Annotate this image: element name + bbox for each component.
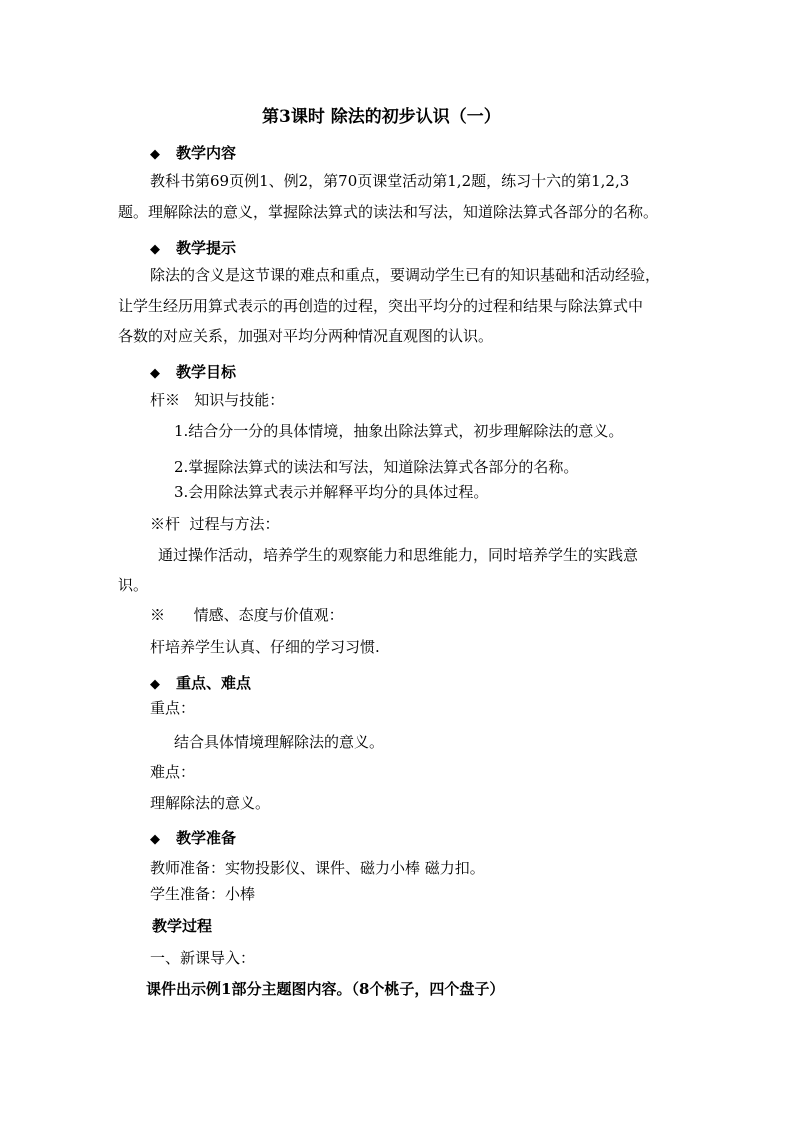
section-heading-label: 教学内容 [176, 144, 237, 162]
section-heading-hints [150, 238, 236, 260]
section-heading-label: 重点、难点 [176, 674, 252, 692]
knowledge-item-2: 2.掌握除法算式的读法和写法，知道除法算式各部分的名称。 [174, 458, 579, 476]
diamond-bullet-icon: ◆ [150, 677, 160, 692]
content-line-2: 题。理解除法的意义，掌握除法算式的读法和写法，知道除法算式各部分的名称。 [118, 203, 659, 221]
emotion-text: 杆培养学生认真、仔细的学习习惯. [150, 638, 380, 656]
section-heading-key-points [150, 673, 251, 695]
diamond-bullet-icon: ◆ [150, 366, 160, 381]
hints-line-3: 各数的对应关系，加强对平均分两种情况直观图的认识。 [118, 327, 494, 345]
emotion-label: ※ 情感、态度与价值观： [150, 606, 344, 624]
process-line-1: 通过操作活动，培养学生的观察能力和思维能力，同时培养学生的实践意 [158, 546, 639, 564]
knowledge-item-1: 1.结合分一分的具体情境，抽象出除法算式，初步理解除法的意义。 [174, 422, 624, 440]
key-label: 重点： [150, 699, 196, 717]
diamond-bullet-icon: ◆ [150, 832, 160, 847]
knowledge-label: 杆※ 知识与技能： [150, 391, 285, 409]
hints-line-2: 让学生经历用算式表示的再创造的过程，突出平均分的过程和结果与除法算式中 [118, 297, 644, 315]
section-heading-goals [150, 362, 236, 384]
diamond-bullet-icon: ◆ [150, 147, 160, 162]
teacher-preparation: 教师准备：实物投影仪、课件、磁力小棒 磁力扣。 [150, 859, 485, 877]
process-line-2: 识。 [118, 576, 149, 594]
process-heading: 教学过程 [152, 917, 213, 935]
process-step-1-detail: 课件出示例1部分主题图内容。（8个桃子，四个盘子） [146, 980, 505, 998]
content-line-1: 教科书第69页例1、例2，第70页课堂活动第1,2题，练习十六的第1,2,3 [150, 172, 630, 190]
section-heading-label: 教学准备 [176, 829, 237, 847]
knowledge-item-3: 3.会用除法算式表示并解释平均分的具体过程。 [174, 483, 489, 501]
hints-line-1: 除法的含义是这节课的难点和重点，要调动学生已有的知识基础和活动经验， [150, 266, 661, 284]
student-preparation: 学生准备：小棒 [150, 885, 256, 903]
section-heading-label: 教学提示 [176, 239, 237, 257]
key-text: 结合具体情境理解除法的意义。 [174, 733, 385, 751]
page-title: 第3课时 除法的初步认识（一） [262, 107, 501, 127]
section-heading-content [150, 143, 236, 165]
process-label: ※杆 过程与方法： [150, 515, 280, 533]
section-heading-label: 教学目标 [176, 363, 237, 381]
diamond-bullet-icon: ◆ [150, 242, 160, 257]
difficulty-text: 理解除法的意义。 [150, 794, 271, 812]
section-heading-preparation [150, 828, 236, 850]
process-step-1: 一、新课导入： [150, 949, 256, 967]
difficulty-label: 难点： [150, 763, 196, 781]
